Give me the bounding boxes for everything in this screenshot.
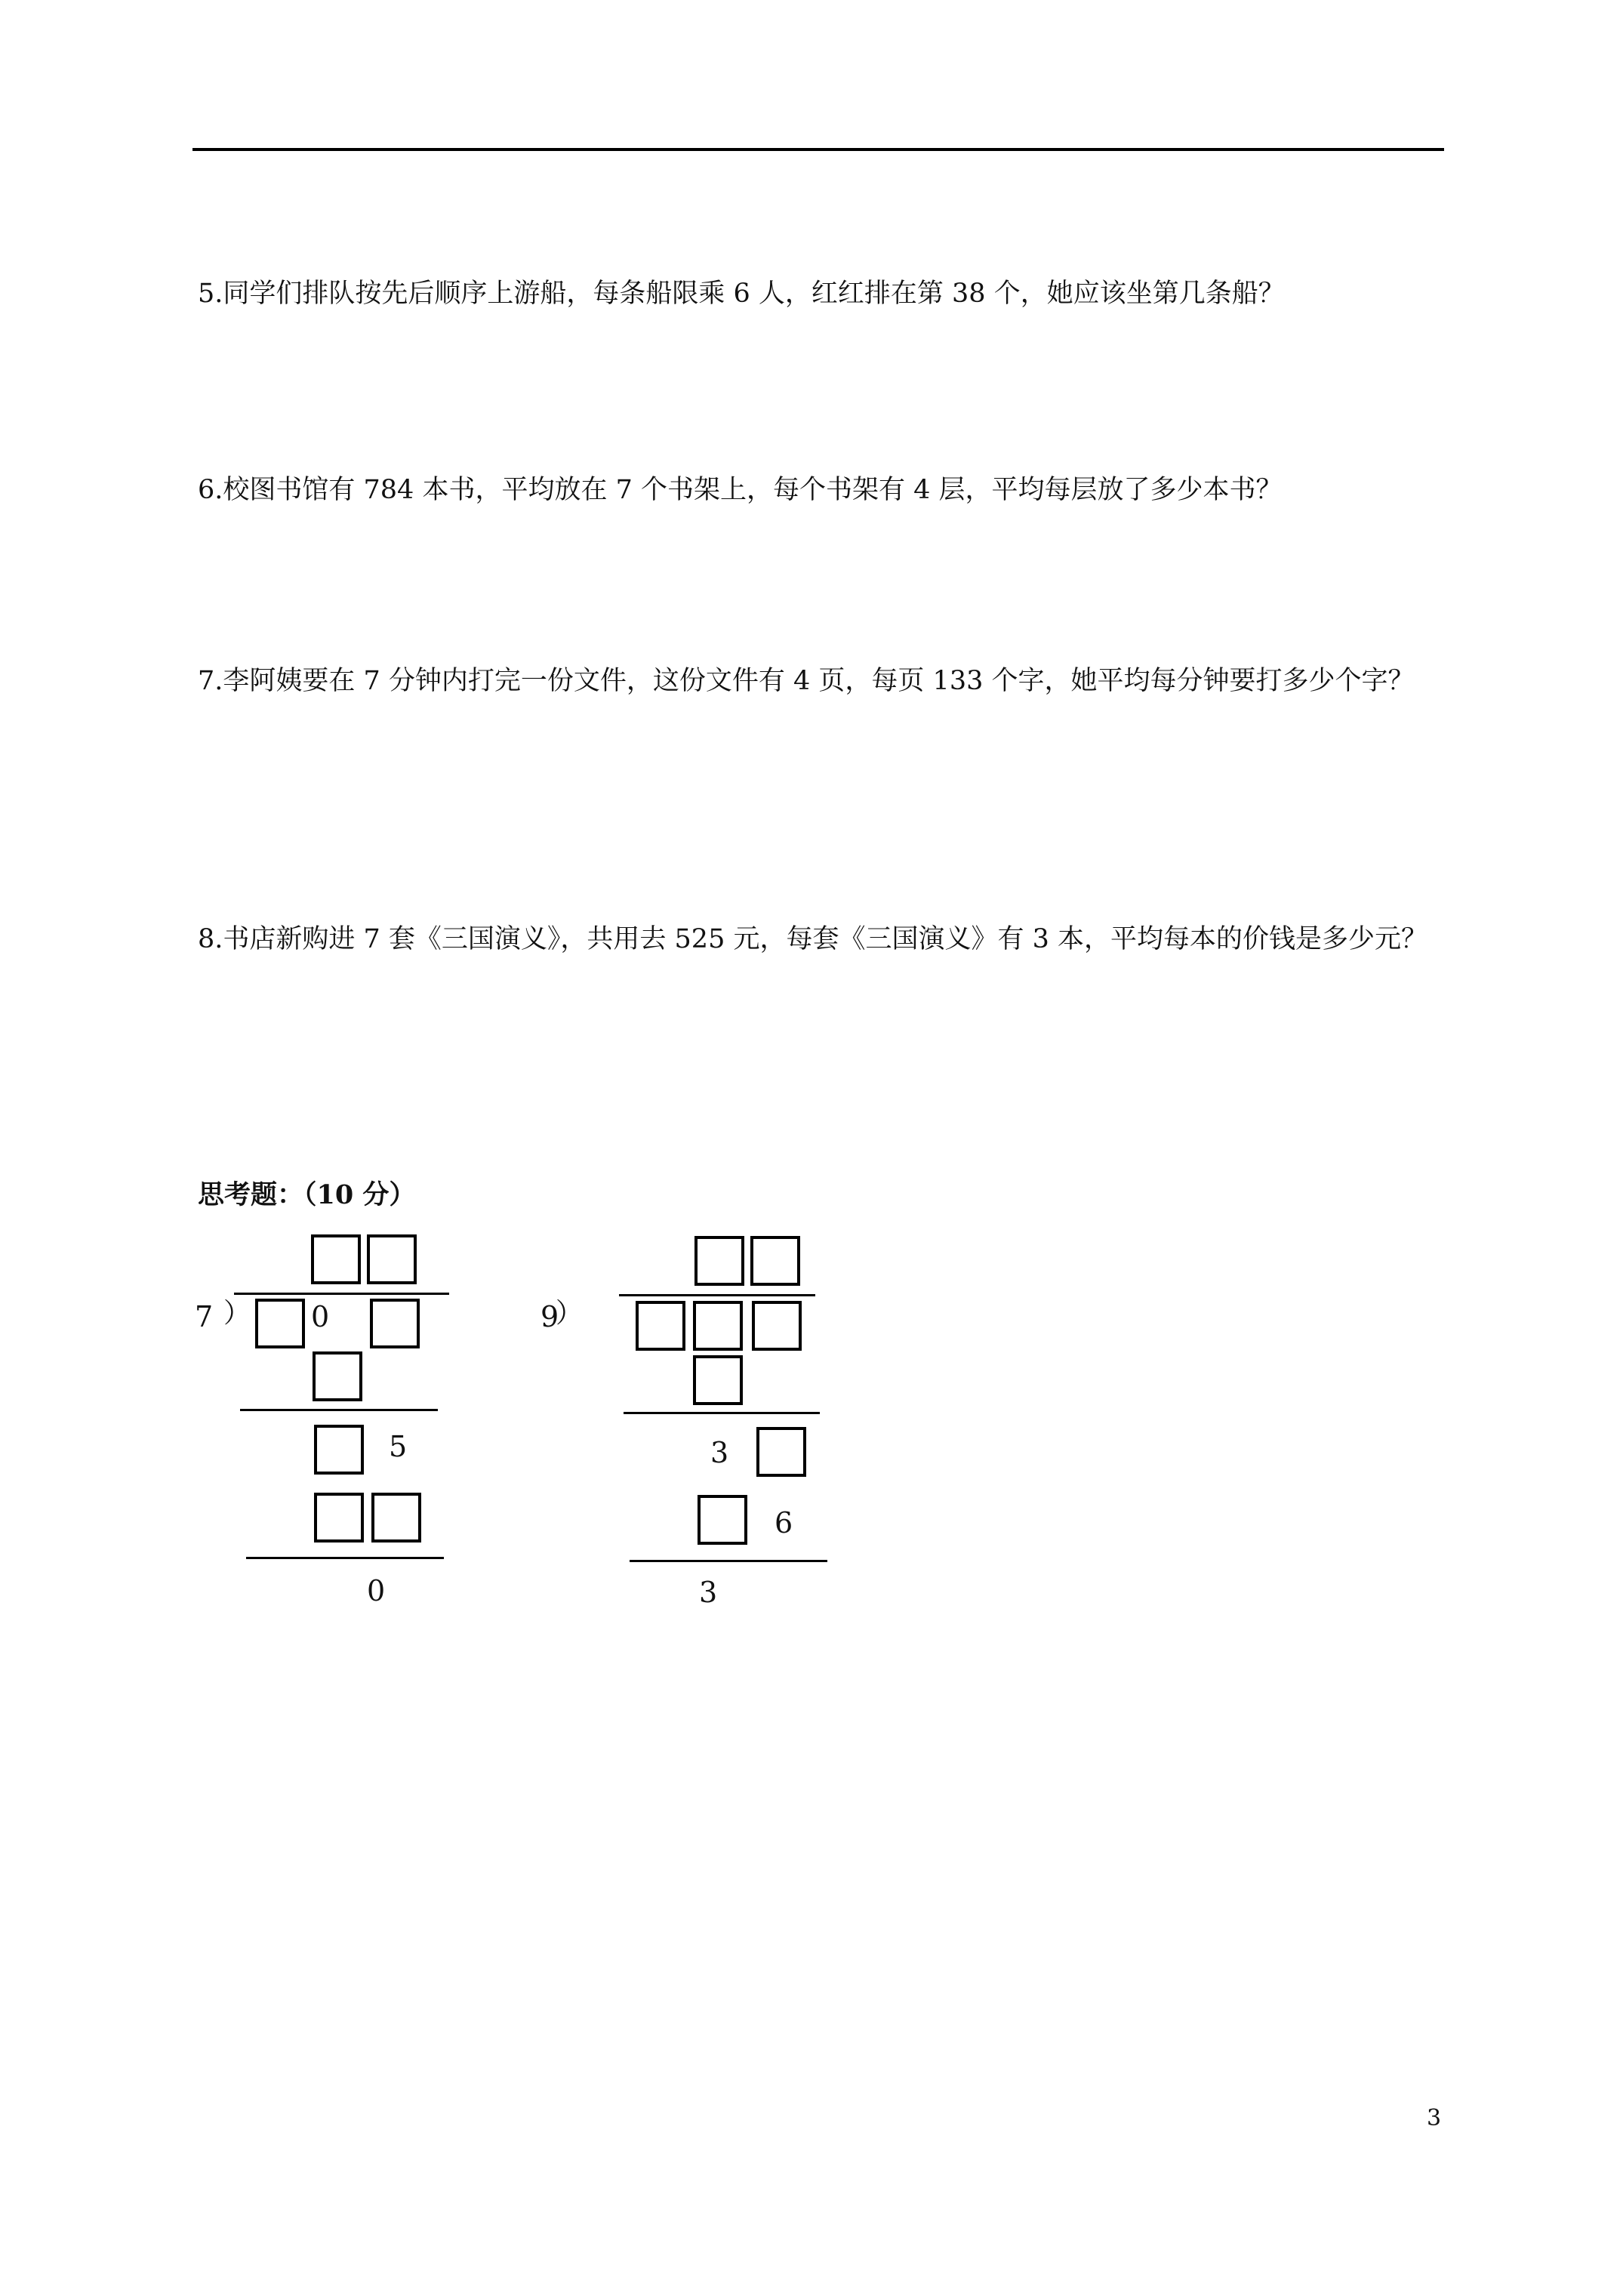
dividend-box-3[interactable] [752,1301,802,1351]
subtraction-line-2 [246,1557,444,1559]
quotient-box-2[interactable] [367,1234,417,1284]
dividend-box-1[interactable] [636,1301,685,1351]
question-5: 5.同学们排队按先后顺序上游船，每条船限乘 6 人，红红排在第 38 个，她应该坐第几条船？ [198,279,1285,309]
partial-digit: 3 [710,1436,729,1469]
division-bar [619,1294,815,1296]
product-box-2[interactable] [698,1495,747,1545]
remainder-box-1[interactable] [756,1427,806,1477]
quotient-box-1[interactable] [694,1236,744,1286]
division-bar [234,1293,449,1295]
question-6: 6.校图书馆有 784 本书，平均放在 7 个书架上，每个书架有 4 层，平均每层放了多少本书？ [198,475,1283,505]
divisor: 7 [195,1300,214,1333]
subtraction-line-1 [240,1409,438,1411]
division-bracket: ） [556,1298,584,1329]
quotient-box-1[interactable] [311,1234,361,1284]
dividend-digit: 0 [311,1300,330,1333]
subtraction-line-2 [630,1560,827,1562]
header-rule [192,148,1444,151]
remainder-digit: 5 [389,1430,408,1463]
remainder-box-1[interactable] [314,1425,364,1475]
quotient-box-2[interactable] [750,1236,800,1286]
thinking-heading: 思考题：（10 分） [198,1179,416,1210]
product-box-2b[interactable] [371,1493,421,1542]
product-box-2a[interactable] [314,1493,364,1542]
product-box-1[interactable] [313,1351,362,1401]
dividend-box-3[interactable] [370,1299,420,1348]
final-remainder: 0 [367,1574,386,1607]
division-bracket: ） [223,1298,251,1329]
product-digit: 6 [775,1506,793,1539]
dividend-box-2[interactable] [693,1301,743,1351]
page-number: 3 [1427,2105,1442,2131]
final-remainder: 3 [699,1576,718,1609]
subtraction-line-1 [624,1412,820,1414]
dividend-box-1[interactable] [255,1299,305,1348]
question-7: 7.李阿姨要在 7 分钟内打完一份文件，这份文件有 4 页，每页 133 个字，她平均每分钟要打多少个字？ [198,666,1415,696]
question-8: 8.书店新购进 7 套《三国演义》，共用去 525 元，每套《三国演义》有 3 本，平均每本的价钱是多少元？ [198,924,1427,954]
divisor: 9 [540,1300,559,1333]
product-box-1[interactable] [693,1355,743,1405]
